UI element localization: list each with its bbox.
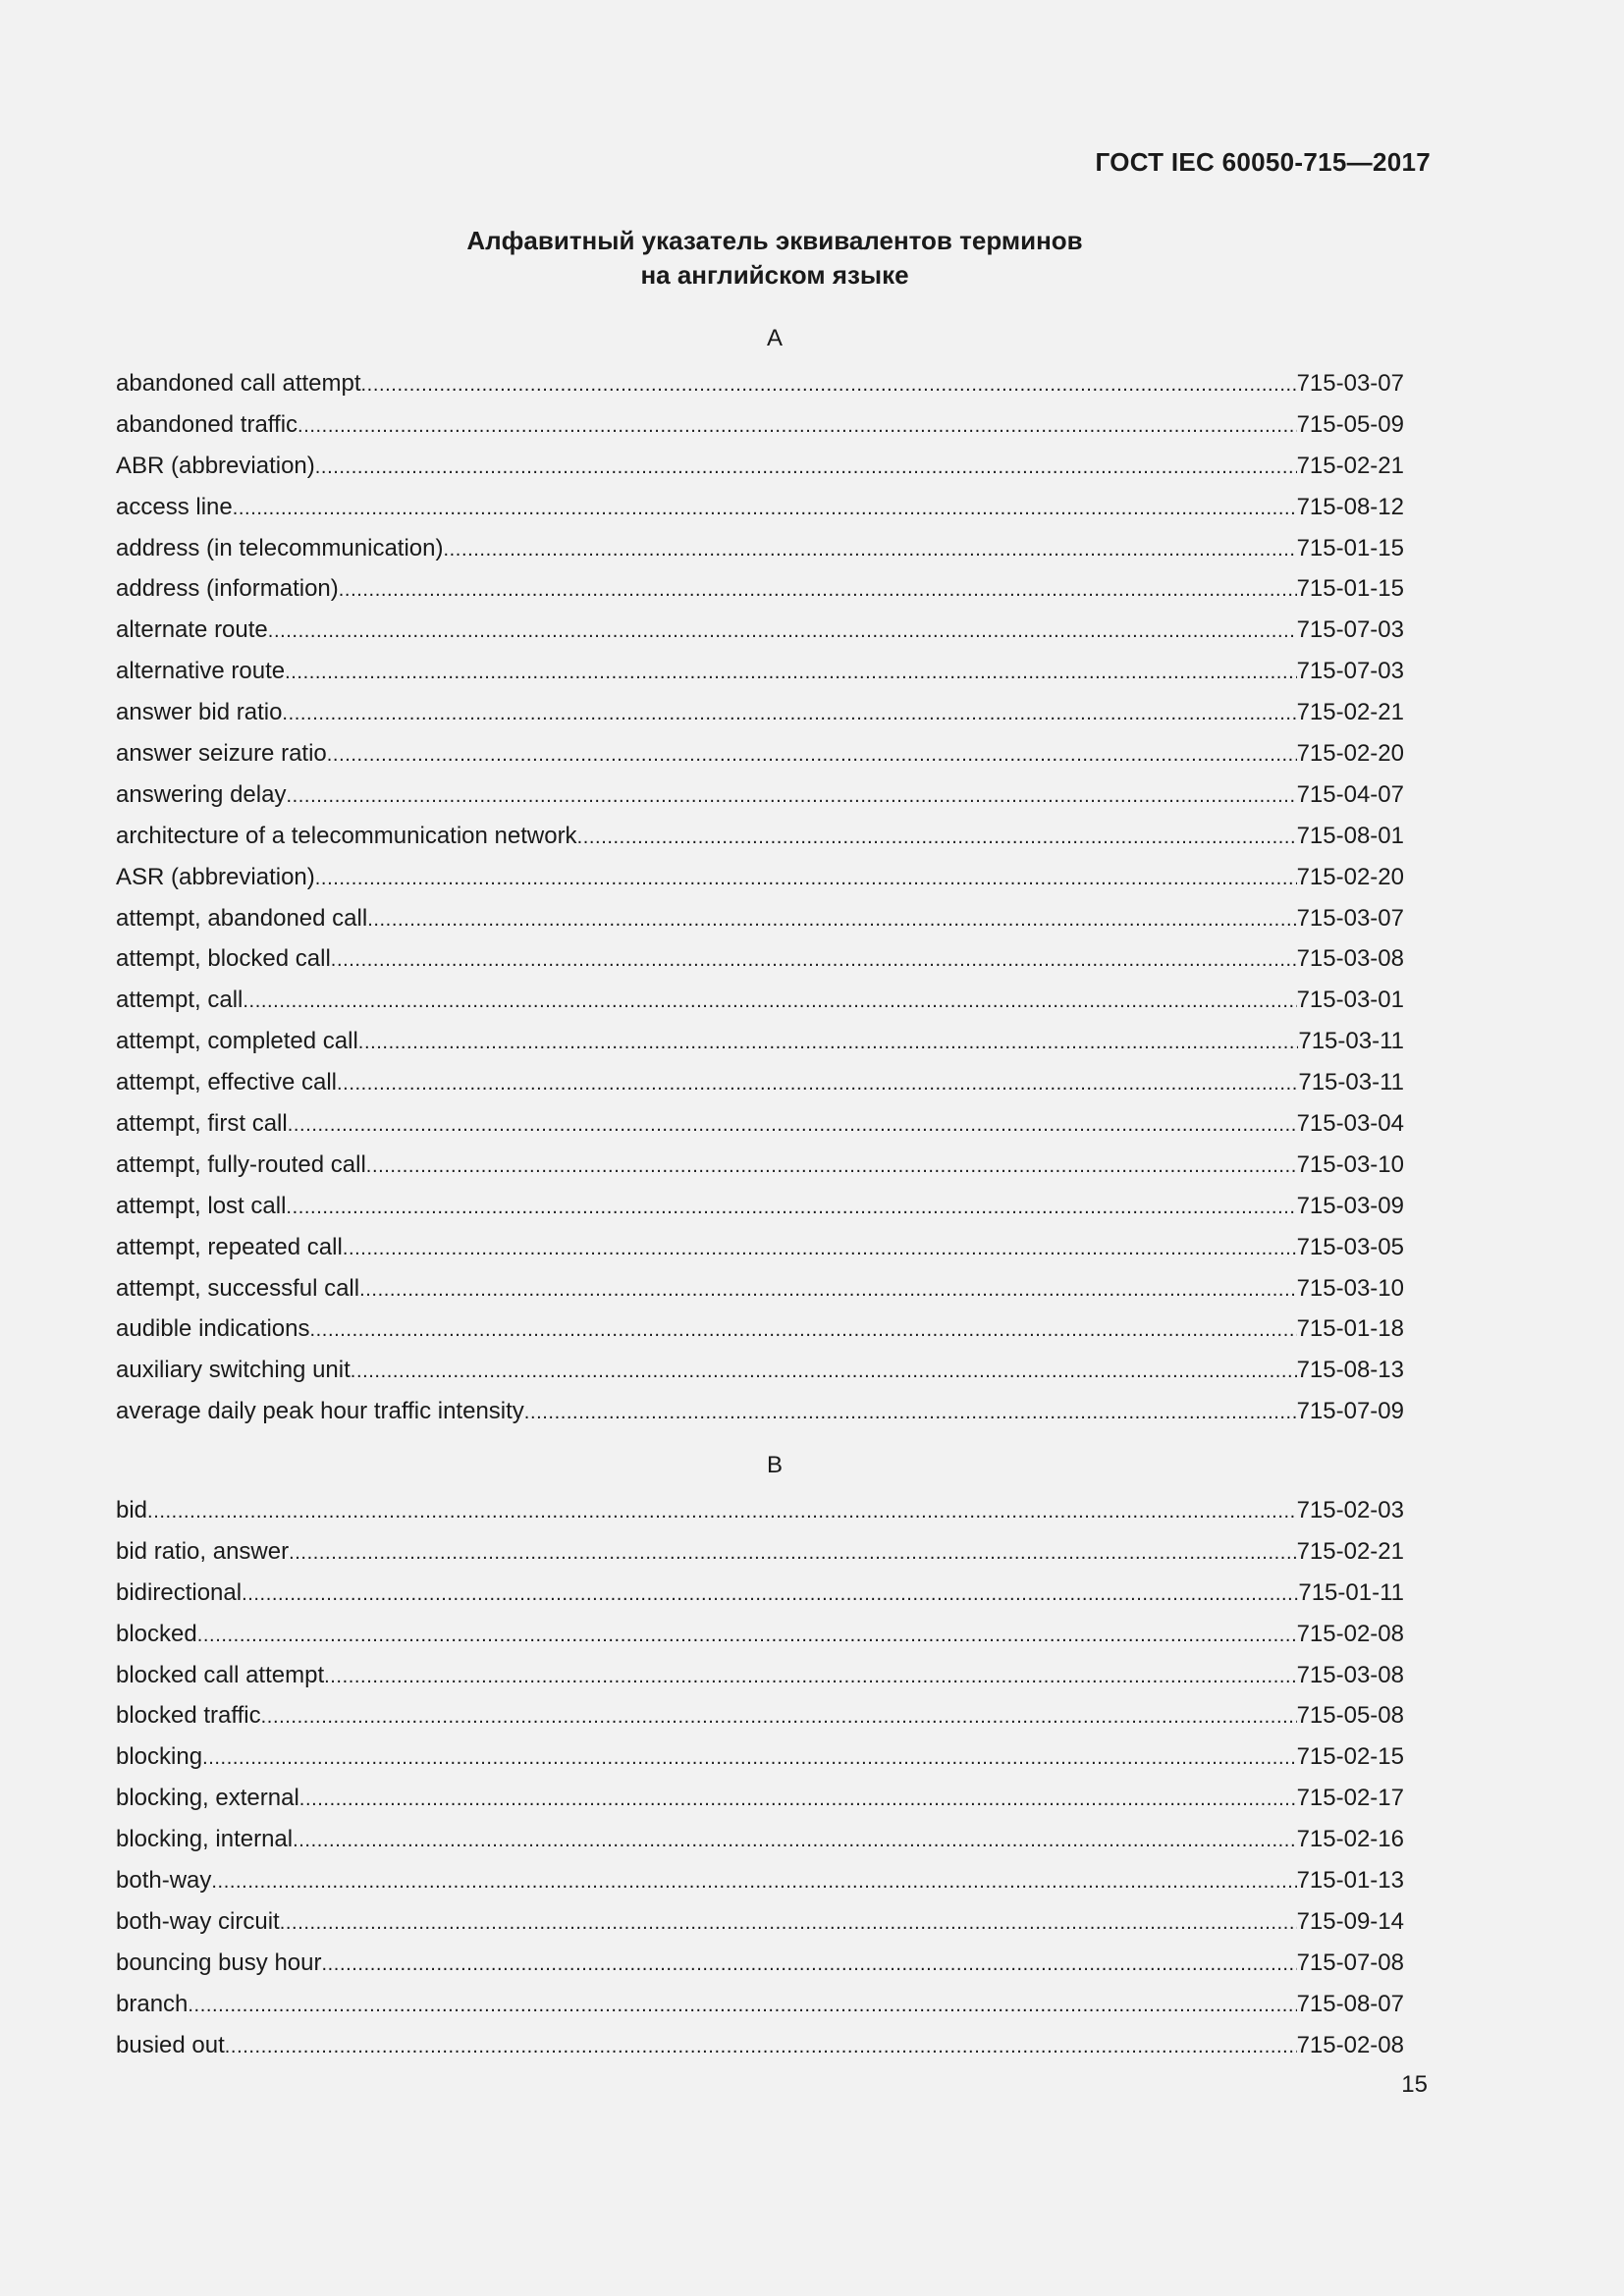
entry-reference: 715-02-21 <box>1296 1537 1404 1565</box>
leader-dots <box>261 1697 1297 1736</box>
entry-reference: 715-02-21 <box>1296 452 1404 479</box>
leader-dots <box>331 940 1297 980</box>
index-entry <box>116 1655 1404 1696</box>
entry-term: answering delay <box>116 780 287 808</box>
entry-term: architecture of a telecommunication network <box>116 822 577 849</box>
entry-reference: 715-03-11 <box>1298 1028 1404 1055</box>
entry-reference: 715-03-10 <box>1296 1274 1404 1302</box>
leader-dots <box>321 1945 1296 1984</box>
index-entry <box>116 816 1404 857</box>
entry-reference: 715-03-08 <box>1296 945 1404 973</box>
index-entry <box>116 487 1404 528</box>
entry-reference: 715-01-11 <box>1298 1578 1404 1606</box>
leader-dots <box>298 406 1297 446</box>
entry-reference: 715-04-07 <box>1296 780 1404 808</box>
entry-reference: 715-09-14 <box>1296 1907 1404 1935</box>
index-entry <box>116 1391 1404 1432</box>
entry-reference: 715-01-13 <box>1296 1867 1404 1895</box>
index-entry <box>116 1778 1404 1819</box>
entry-term: answer bid ratio <box>116 699 283 726</box>
entry-term: abandoned traffic <box>116 410 298 438</box>
index-entry <box>116 857 1404 898</box>
entry-term: alternate route <box>116 616 268 644</box>
index-entry <box>116 1186 1404 1227</box>
leader-dots <box>225 2027 1297 2066</box>
entry-reference: 715-08-13 <box>1296 1357 1404 1384</box>
leader-dots <box>339 570 1297 610</box>
entry-reference: 715-02-21 <box>1296 699 1404 726</box>
leader-dots <box>577 818 1297 857</box>
entry-term: abandoned call attempt <box>116 370 361 397</box>
entry-term: blocking <box>116 1743 203 1771</box>
entry-reference: 715-08-01 <box>1296 822 1404 849</box>
entry-term: attempt, lost call <box>116 1192 287 1219</box>
entry-term: bid ratio, answer <box>116 1537 290 1565</box>
index-entry <box>116 774 1404 816</box>
index-entry <box>116 898 1404 939</box>
index-entry <box>116 1227 1404 1268</box>
entry-reference: 715-07-08 <box>1296 1949 1404 1976</box>
entry-term: address (in telecommunication) <box>116 534 444 561</box>
leader-dots <box>315 448 1297 487</box>
entry-reference: 715-03-04 <box>1296 1110 1404 1138</box>
entry-reference: 715-08-12 <box>1296 493 1404 520</box>
entry-term: auxiliary switching unit <box>116 1357 351 1384</box>
index-entry <box>116 1860 1404 1901</box>
entry-reference: 715-05-09 <box>1296 410 1404 438</box>
leader-dots <box>286 776 1296 816</box>
section-b-entries <box>116 1490 1404 2065</box>
entry-term: attempt, fully-routed call <box>116 1150 366 1178</box>
leader-dots <box>289 1533 1296 1573</box>
leader-dots <box>367 900 1296 939</box>
entry-reference: 715-02-15 <box>1296 1743 1404 1771</box>
leader-dots <box>351 1352 1297 1391</box>
index-entry <box>116 404 1404 446</box>
index-entry <box>116 1943 1404 1984</box>
entry-term: attempt, effective call <box>116 1069 337 1096</box>
index-entry <box>116 1614 1404 1655</box>
leader-dots <box>359 1270 1296 1309</box>
index-entry <box>116 1695 1404 1736</box>
entry-reference: 715-02-20 <box>1296 863 1404 890</box>
entry-term: bouncing busy hour <box>116 1949 322 1976</box>
index-entry <box>116 1021 1404 1062</box>
entry-term: both-way circuit <box>116 1907 280 1935</box>
entry-term: bid <box>116 1497 148 1523</box>
section-letter-a: A <box>766 325 783 351</box>
index-entry <box>116 1573 1404 1614</box>
leader-dots <box>324 1657 1296 1696</box>
index-entry <box>116 568 1404 610</box>
index-entry <box>116 610 1404 651</box>
standard-code: ГОСТ IEC 60050-715—2017 <box>1095 147 1431 177</box>
leader-dots <box>202 1738 1297 1778</box>
entry-reference: 715-02-17 <box>1296 1785 1404 1812</box>
page-number: 15 <box>1401 2071 1428 2098</box>
index-entry <box>116 980 1404 1021</box>
section-letter-b: B <box>766 1452 783 1478</box>
entry-reference: 715-03-07 <box>1296 904 1404 932</box>
index-entry <box>116 1062 1404 1103</box>
entry-term: attempt, call <box>116 987 244 1014</box>
leader-dots <box>309 1310 1296 1350</box>
index-entry <box>116 938 1404 980</box>
index-entry <box>116 1350 1404 1391</box>
index-entry <box>116 1268 1404 1309</box>
index-entry <box>116 733 1404 774</box>
entry-term: attempt, successful call <box>116 1274 360 1302</box>
leader-dots <box>443 530 1296 569</box>
entry-term: ABR (abbreviation) <box>116 452 315 479</box>
leader-dots <box>524 1393 1297 1432</box>
index-entry <box>116 1531 1404 1573</box>
index-entry <box>116 1901 1404 1943</box>
entry-reference: 715-01-15 <box>1296 534 1404 561</box>
entry-term: ASR (abbreviation) <box>116 863 315 890</box>
entry-term: answer seizure ratio <box>116 740 327 768</box>
entry-reference: 715-02-03 <box>1296 1497 1404 1523</box>
entry-term: attempt, completed call <box>116 1028 358 1055</box>
index-entry <box>116 1984 1404 2025</box>
entry-term: bidirectional <box>116 1578 243 1606</box>
leader-dots <box>286 1188 1296 1227</box>
index-entry <box>116 1308 1404 1350</box>
leader-dots <box>147 1492 1297 1531</box>
entry-reference: 715-01-18 <box>1296 1315 1404 1343</box>
index-entry <box>116 1145 1404 1186</box>
entry-term: branch <box>116 1990 189 2017</box>
entry-reference: 715-01-15 <box>1296 575 1404 603</box>
entry-term: attempt, first call <box>116 1110 288 1138</box>
leader-dots <box>282 694 1296 733</box>
leader-dots <box>242 1575 1298 1614</box>
entry-term: busied out <box>116 2031 225 2058</box>
entry-reference: 715-03-07 <box>1296 370 1404 397</box>
index-entry <box>116 651 1404 692</box>
index-entry <box>116 692 1404 733</box>
entry-term: blocking, internal <box>116 1826 294 1853</box>
leader-dots <box>293 1821 1296 1860</box>
index-entry <box>116 1819 1404 1860</box>
entry-reference: 715-08-07 <box>1296 1990 1404 2017</box>
entry-reference: 715-07-03 <box>1296 616 1404 644</box>
entry-reference: 715-03-05 <box>1296 1233 1404 1260</box>
index-title-line-1: Алфавитный указатель эквивалентов терминов <box>466 226 1083 255</box>
leader-dots <box>288 1105 1297 1145</box>
leader-dots <box>366 1147 1297 1186</box>
entry-term: address (information) <box>116 575 339 603</box>
leader-dots <box>280 1903 1297 1943</box>
leader-dots <box>197 1616 1297 1655</box>
leader-dots <box>337 1064 1298 1103</box>
entry-term: attempt, repeated call <box>116 1233 343 1260</box>
entry-reference: 715-07-03 <box>1296 658 1404 685</box>
index-entry <box>116 1736 1404 1778</box>
leader-dots <box>327 735 1297 774</box>
leader-dots <box>285 653 1296 692</box>
entry-reference: 715-03-09 <box>1296 1192 1404 1219</box>
section-a-entries <box>116 363 1404 1432</box>
entry-reference: 715-03-01 <box>1296 987 1404 1014</box>
leader-dots <box>358 1023 1299 1062</box>
entry-term: blocked <box>116 1620 197 1647</box>
entry-term: audible indications <box>116 1315 310 1343</box>
leader-dots <box>243 982 1296 1021</box>
entry-reference: 715-02-20 <box>1296 740 1404 768</box>
entry-reference: 715-05-08 <box>1296 1702 1404 1730</box>
entry-term: attempt, blocked call <box>116 945 331 973</box>
index-entry <box>116 528 1404 569</box>
entry-term: both-way <box>116 1867 212 1895</box>
index-entry <box>116 363 1404 404</box>
leader-dots <box>343 1229 1297 1268</box>
entry-reference: 715-03-08 <box>1296 1661 1404 1688</box>
index-entry <box>116 446 1404 487</box>
entry-term: alternative route <box>116 658 286 685</box>
index-entry <box>116 2025 1404 2066</box>
entry-term: blocked call attempt <box>116 1661 325 1688</box>
leader-dots <box>268 612 1297 651</box>
index-entry <box>116 1103 1404 1145</box>
entry-term: blocking, external <box>116 1785 299 1812</box>
index-title <box>0 224 1549 293</box>
leader-dots <box>315 859 1297 898</box>
entry-term: average daily peak hour traffic intensity <box>116 1398 524 1425</box>
leader-dots <box>233 489 1297 528</box>
entry-reference: 715-03-10 <box>1296 1150 1404 1178</box>
leader-dots <box>361 365 1297 404</box>
entry-term: access line <box>116 493 233 520</box>
entry-reference: 715-02-08 <box>1296 2031 1404 2058</box>
leader-dots <box>211 1862 1296 1901</box>
index-entry <box>116 1490 1404 1531</box>
entry-reference: 715-02-08 <box>1296 1620 1404 1647</box>
entry-term: attempt, abandoned call <box>116 904 368 932</box>
leader-dots <box>188 1986 1296 2025</box>
entry-term: blocked traffic <box>116 1702 261 1730</box>
entry-reference: 715-07-09 <box>1296 1398 1404 1425</box>
entry-reference: 715-03-11 <box>1298 1069 1404 1096</box>
entry-reference: 715-02-16 <box>1296 1826 1404 1853</box>
index-title-line-2: на английском языке <box>640 260 909 290</box>
leader-dots <box>299 1780 1297 1819</box>
